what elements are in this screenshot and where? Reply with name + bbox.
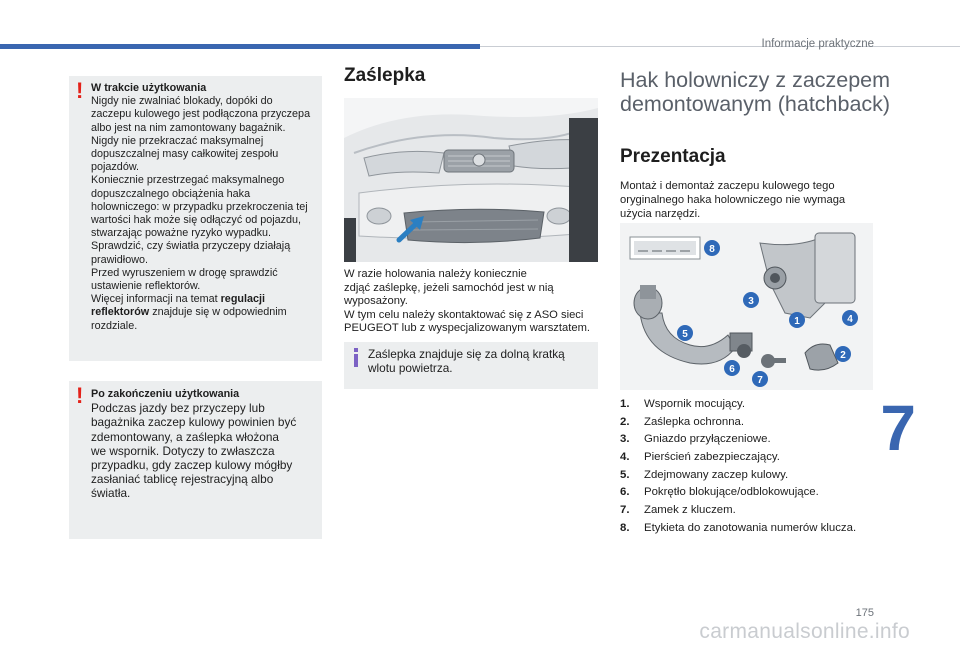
warning-line: dopuszczalnego obciążenia haka bbox=[91, 187, 251, 200]
warning-body bbox=[91, 95, 314, 333]
paragraph-line: W tym celu należy skontaktować się z ASO sieci bbox=[344, 308, 584, 321]
paragraph-line: Montaż i demontaż zaczepu kulowego tego bbox=[620, 180, 835, 192]
legend-text: Pierścień zabezpieczający. bbox=[644, 451, 780, 464]
legend-number: 6. bbox=[620, 486, 630, 499]
warning-line: bagażnika zaczep kulowy powinien być bbox=[91, 415, 297, 430]
legend-text: Etykieta do zanotowania numerów klucza. bbox=[644, 521, 857, 534]
warning-line: prawidłowo. bbox=[91, 253, 149, 266]
svg-text:3: 3 bbox=[748, 296, 754, 307]
info-box-cover-location bbox=[344, 342, 598, 389]
paragraph-line: oryginalnego haka holowniczego nie wymaga bbox=[620, 193, 846, 206]
warning-box-usage bbox=[69, 76, 322, 361]
legend-text: Zaślepka ochronna. bbox=[644, 415, 745, 428]
legend-item bbox=[620, 449, 890, 467]
warning-box-after-use bbox=[69, 381, 322, 539]
section-heading-tow-hitch bbox=[620, 68, 910, 116]
info-line: Zaślepka znajduje się za dolną kratką bbox=[368, 347, 565, 361]
presentation-paragraph bbox=[620, 180, 880, 221]
paragraph-line: PEUGEOT lub z wyspecjalizowanym warsztatem. bbox=[344, 322, 590, 335]
warning-line: dopuszczalnej masy całkowitej zespołu bbox=[91, 148, 279, 161]
subheading-presentation: Prezentacja bbox=[620, 146, 726, 167]
callout-badge-8 bbox=[704, 240, 720, 256]
warning-line: ustawienie reflektorów. bbox=[91, 280, 201, 293]
legend-number: 1. bbox=[620, 398, 630, 410]
callout-badge-6 bbox=[724, 360, 740, 376]
warning-text: Więcej informacji na temat bbox=[91, 293, 218, 306]
callout-badge-5 bbox=[677, 325, 693, 341]
legend-text: Pokrętło blokujące/odblokowujące. bbox=[644, 486, 819, 499]
chapter-number: 7 bbox=[880, 392, 916, 464]
legend-number: 3. bbox=[620, 433, 630, 446]
svg-text:7: 7 bbox=[757, 375, 763, 386]
warning-line: pojazdów. bbox=[91, 161, 140, 174]
warning-line: albo jest na nim zamontowany bagażnik. bbox=[91, 121, 286, 134]
warning-line: stwarzając poważne ryzyko wypadku. bbox=[91, 227, 272, 240]
callout-badge-1 bbox=[789, 312, 805, 328]
svg-text:8: 8 bbox=[709, 244, 715, 255]
key-label-sticker bbox=[630, 237, 700, 259]
warning-line: Nigdy nie zwalniać blokady, dopóki do bbox=[91, 95, 273, 108]
warning-line: przypadku, gdy zaczep kulowy mógłby bbox=[91, 458, 293, 473]
legend-item bbox=[620, 520, 890, 538]
warning-title: W trakcie użytkowania bbox=[91, 82, 207, 94]
legend-item bbox=[620, 414, 890, 432]
legend-item bbox=[620, 484, 890, 502]
legend-text: Gniazdo przyłączeniowe. bbox=[644, 433, 771, 446]
warning-line bbox=[91, 293, 314, 306]
components-legend bbox=[620, 396, 890, 538]
paragraph-line: wyposażony. bbox=[344, 295, 408, 308]
info-icon bbox=[352, 348, 360, 367]
legend-number: 8. bbox=[620, 521, 630, 534]
legend-text: Wspornik mocujący. bbox=[644, 398, 746, 410]
warning-line: holowniczego: w przypadku przekroczenia tej bbox=[91, 200, 308, 213]
legend-number: 5. bbox=[620, 468, 630, 481]
watermark: carmanualsonline.info bbox=[699, 620, 910, 643]
legend-item bbox=[620, 502, 890, 520]
legend-item bbox=[620, 396, 890, 414]
warning-line bbox=[91, 306, 314, 319]
tow-hitch-components-illustration bbox=[620, 223, 873, 390]
paragraph-line: W razie holowania należy koniecznie bbox=[344, 268, 527, 280]
warning-title: Po zakończeniu użytkowania bbox=[91, 388, 240, 400]
warning-line: Nigdy nie przekraczać maksymalnej bbox=[91, 134, 264, 147]
warning-line: zasłaniać tablicę rejestracyjną albo bbox=[91, 472, 274, 487]
warning-line: światła. bbox=[91, 486, 131, 501]
legend-item bbox=[620, 431, 890, 449]
headlight-adjustment-link[interactable]: reflektorów bbox=[91, 306, 150, 319]
warning-line: we wspornik. Dotyczy to zwłaszcza bbox=[91, 443, 275, 458]
svg-text:6: 6 bbox=[729, 364, 735, 375]
legend-text: Zdejmowany zaczep kulowy. bbox=[644, 468, 789, 481]
warning-exclamation-icon: ! bbox=[76, 78, 84, 103]
warning-line: Przed wyruszeniem w drogę sprawdzić bbox=[91, 266, 278, 279]
info-line: wlotu powietrza. bbox=[368, 361, 453, 376]
section-heading-cover: Zaślepka bbox=[344, 65, 426, 86]
legend-number: 7. bbox=[620, 504, 630, 517]
heading-line: Hak holowniczy z zaczepem bbox=[620, 68, 891, 92]
headlight-adjustment-link[interactable]: regulacji bbox=[220, 293, 266, 306]
svg-text:1: 1 bbox=[794, 316, 800, 327]
warning-line: Koniecznie przestrzegać maksymalnego bbox=[91, 174, 285, 187]
callout-badge-3 bbox=[743, 292, 759, 308]
page-number: 175 bbox=[855, 607, 874, 619]
warning-line: Podczas jazdy bez przyczepy lub bbox=[91, 401, 265, 416]
legend-item bbox=[620, 467, 890, 485]
legend-number: 2. bbox=[620, 415, 630, 428]
svg-text:5: 5 bbox=[682, 329, 688, 340]
warning-text: znajduje się w odpowiednim bbox=[149, 306, 287, 319]
svg-text:2: 2 bbox=[840, 350, 846, 361]
warning-line: zaczepu kulowego jest podłączona przyczepa bbox=[91, 108, 311, 121]
legend-text: Zamek z kluczem. bbox=[644, 504, 736, 517]
car-front-illustration bbox=[344, 98, 598, 262]
heading-line: demontowanym (hatchback) bbox=[620, 92, 891, 116]
warning-line: zdemontowany, a zaślepka włożona bbox=[91, 429, 279, 444]
cover-paragraph bbox=[344, 268, 604, 336]
warning-exclamation-icon: ! bbox=[76, 383, 84, 408]
header-accent-bar bbox=[0, 44, 480, 49]
warning-line: rozdziale. bbox=[91, 319, 138, 332]
callout-badge-2 bbox=[835, 346, 851, 362]
warning-line: wartości hak może się odłączyć od pojazdu, bbox=[91, 214, 302, 227]
paragraph-line: zdjąć zaślepkę, jeżeli samochód jest w nią bbox=[344, 281, 554, 294]
section-title: Informacje praktyczne bbox=[761, 38, 874, 50]
callout-badge-4 bbox=[842, 310, 858, 326]
callout-badge-7 bbox=[752, 371, 768, 387]
paragraph-line: użycia narzędzi. bbox=[620, 207, 701, 220]
svg-text:4: 4 bbox=[847, 314, 853, 325]
warning-line: Sprawdzić, czy światła przyczepy działają bbox=[91, 240, 291, 253]
legend-number: 4. bbox=[620, 451, 630, 464]
header-rule bbox=[480, 46, 960, 47]
